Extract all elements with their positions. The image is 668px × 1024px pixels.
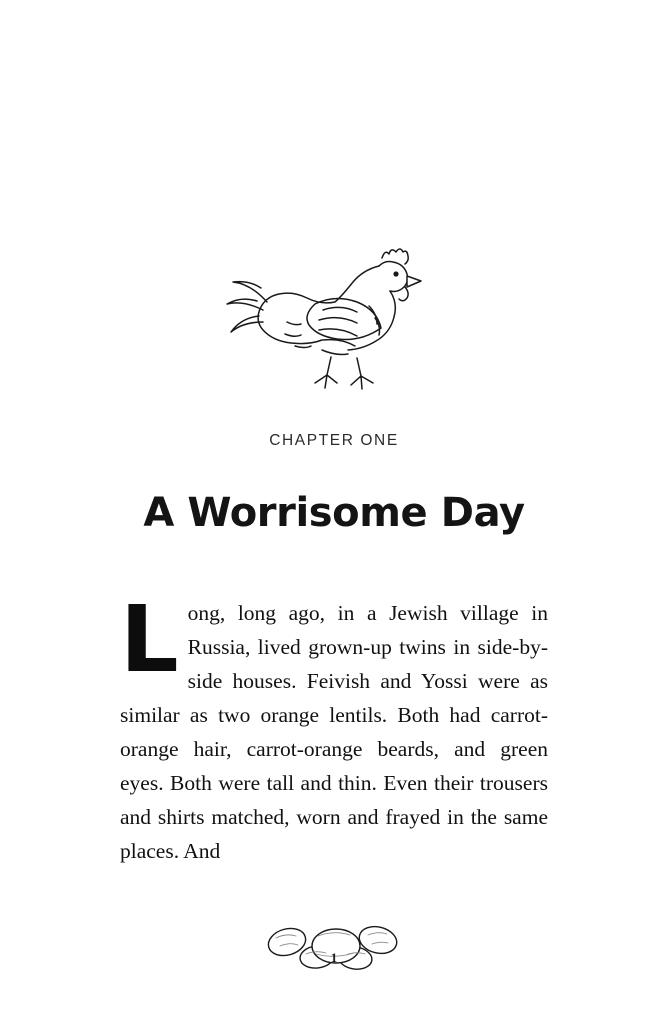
hen-icon <box>219 230 449 400</box>
footer-ornament <box>0 908 668 988</box>
body-text-block <box>120 586 548 868</box>
chapter-label: CHAPTER ONE <box>269 432 399 449</box>
lentils-icon <box>254 908 414 978</box>
hen-illustration <box>0 222 668 400</box>
body-paragraph: Long, long ago, in a Jewish village in Russia, lived grown-up twins in side-by-side houses. Feivish and Yossi were as similar as two orange lentils. Both had carrot-orange hair, carrot-orange beards, and green eyes. Both were tall and thin. Even their trousers and shirts matched, worn and frayed in the same places. And <box>120 586 548 863</box>
page-number: 1 <box>330 950 338 965</box>
chapter-title: A Worrisome Day <box>143 489 525 536</box>
